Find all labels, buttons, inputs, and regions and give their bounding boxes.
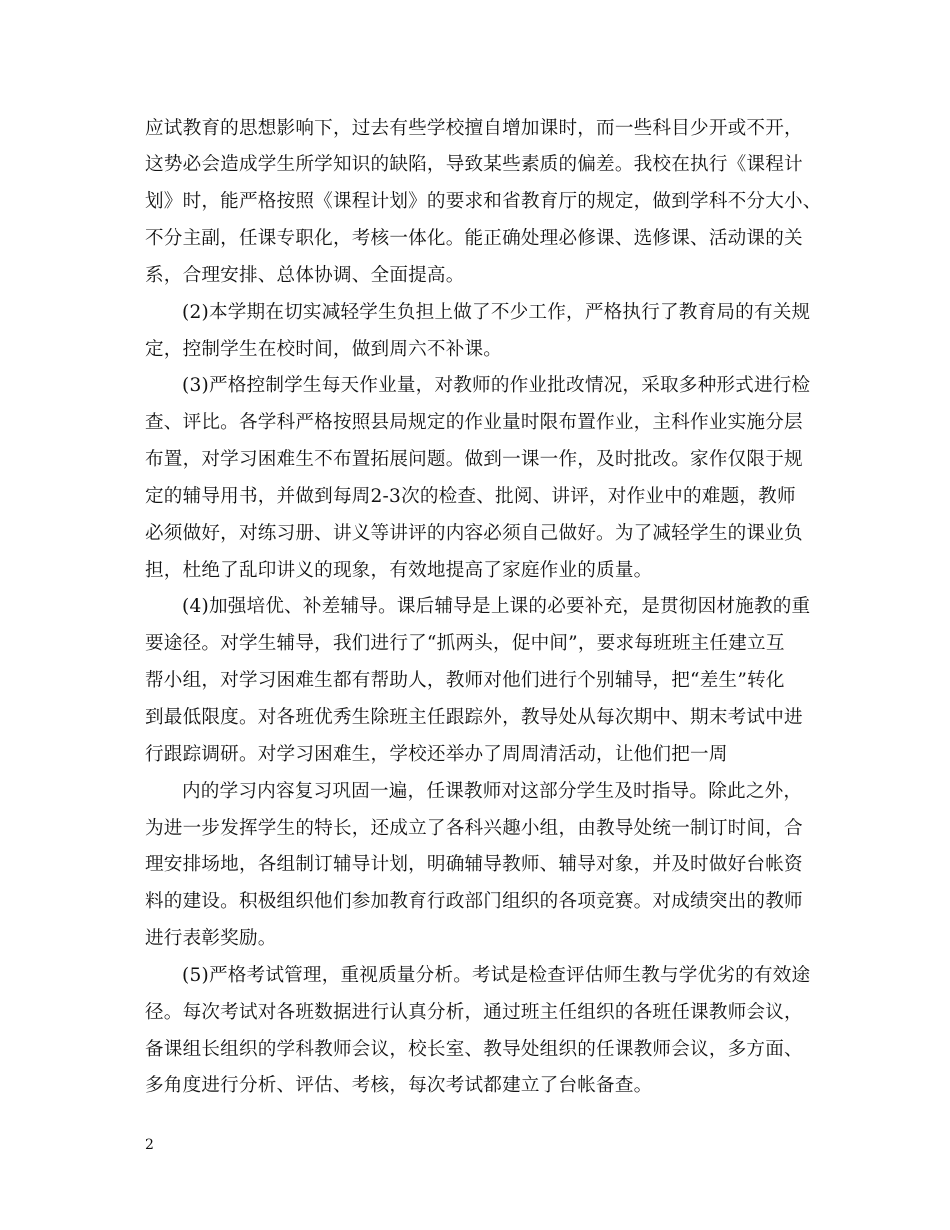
text-line: 划》时，能严格按照《课程计划》的要求和省教育厅的规定，做到学科不分大小、 [145,191,822,212]
text-line: 要途径。对学生辅导，我们进行了“抓两头，促中间”，要求每班班主任建立互 [145,633,785,654]
text-line: 这势必会造成学生所学知识的缺陷，导致某些素质的偏差。我校在执行《课程计 [145,154,803,175]
paragraph-2-start: (2)本学期在切实减轻学生负担上做了不少工作，严格执行了教育局的有关规 [182,302,811,323]
text-line: 必须做好，对练习册、讲义等讲评的内容必须自己做好。为了减轻学生的课业负 [145,523,803,544]
paragraph-4-start: (4)加强培优、补差辅导。课后辅导是上课的必要补充，是贯彻因材施教的重 [182,596,811,617]
text-line: 布置，对学习困难生不布置拓展问题。做到一课一作，及时批改。家作仅限于规 [145,449,803,470]
page-number: 2 [145,1137,154,1153]
text-line: 查、评比。各学科严格按照县局规定的作业量时限布置作业，主科作业实施分层 [145,412,803,433]
text-line: 系，合理安排、总体协调、全面提高。 [145,265,465,286]
text-line: 定的辅导用书，并做到每周2-3次的检查、批阅、讲评，对作业中的难题，教师 [145,486,796,507]
text-line: 帮小组，对学习困难生都有帮助人，教师对他们进行个别辅导，把“差生”转化 [145,670,785,691]
text-line: 到最低限度。对各班优秀生除班主任跟踪外，教导处从每次期中、期末考试中进 [145,707,803,728]
text-line: 理安排场地，各组制订辅导计划，明确辅导教师、辅导对象，并及时做好台帐资 [145,854,803,875]
text-line: 应试教育的思想影响下，过去有些学校擅自增加课时，而一些科目少开或不开， [145,118,803,139]
paragraph-3-start: (3)严格控制学生每天作业量，对教师的作业批改情况，采取多种形式进行检 [182,375,811,396]
text-line: 径。每次考试对各班数据进行认真分析，通过班主任组织的各班任课教师会议， [145,1002,803,1023]
text-line: 料的建设。积极组织他们参加教育行政部门组织的各项竞赛。对成绩突出的教师 [145,891,803,912]
paragraph-continuation-start: 内的学习内容复习巩固一遍，任课教师对这部分学生及时指导。除此之外， [182,781,803,802]
text-line: 多角度进行分析、评估、考核，每次考试都建立了台帐备查。 [145,1075,653,1096]
text-line: 担，杜绝了乱印讲义的现象，有效地提高了家庭作业的质量。 [145,560,653,581]
text-line: 行跟踪调研。对学习困难生，学校还举办了周周清活动，让他们把一周 [145,744,728,765]
text-line: 定，控制学生在校时间，做到周六不补课。 [145,339,503,360]
text-line: 不分主副，任课专职化，考核一体化。能正确处理必修课、选修课、活动课的关 [145,228,803,249]
text-line: 进行表彰奖励。 [145,928,277,949]
text-line: 备课组长组织的学科教师会议，校长室、教导处组织的任课教师会议，多方面、 [145,1039,803,1060]
paragraph-5-start: (5)严格考试管理，重视质量分析。考试是检查评估师生教与学优劣的有效途 [182,965,811,986]
text-line: 为进一步发挥学生的特长，还成立了各科兴趣小组，由教导处统一制订时间，合 [145,818,803,839]
